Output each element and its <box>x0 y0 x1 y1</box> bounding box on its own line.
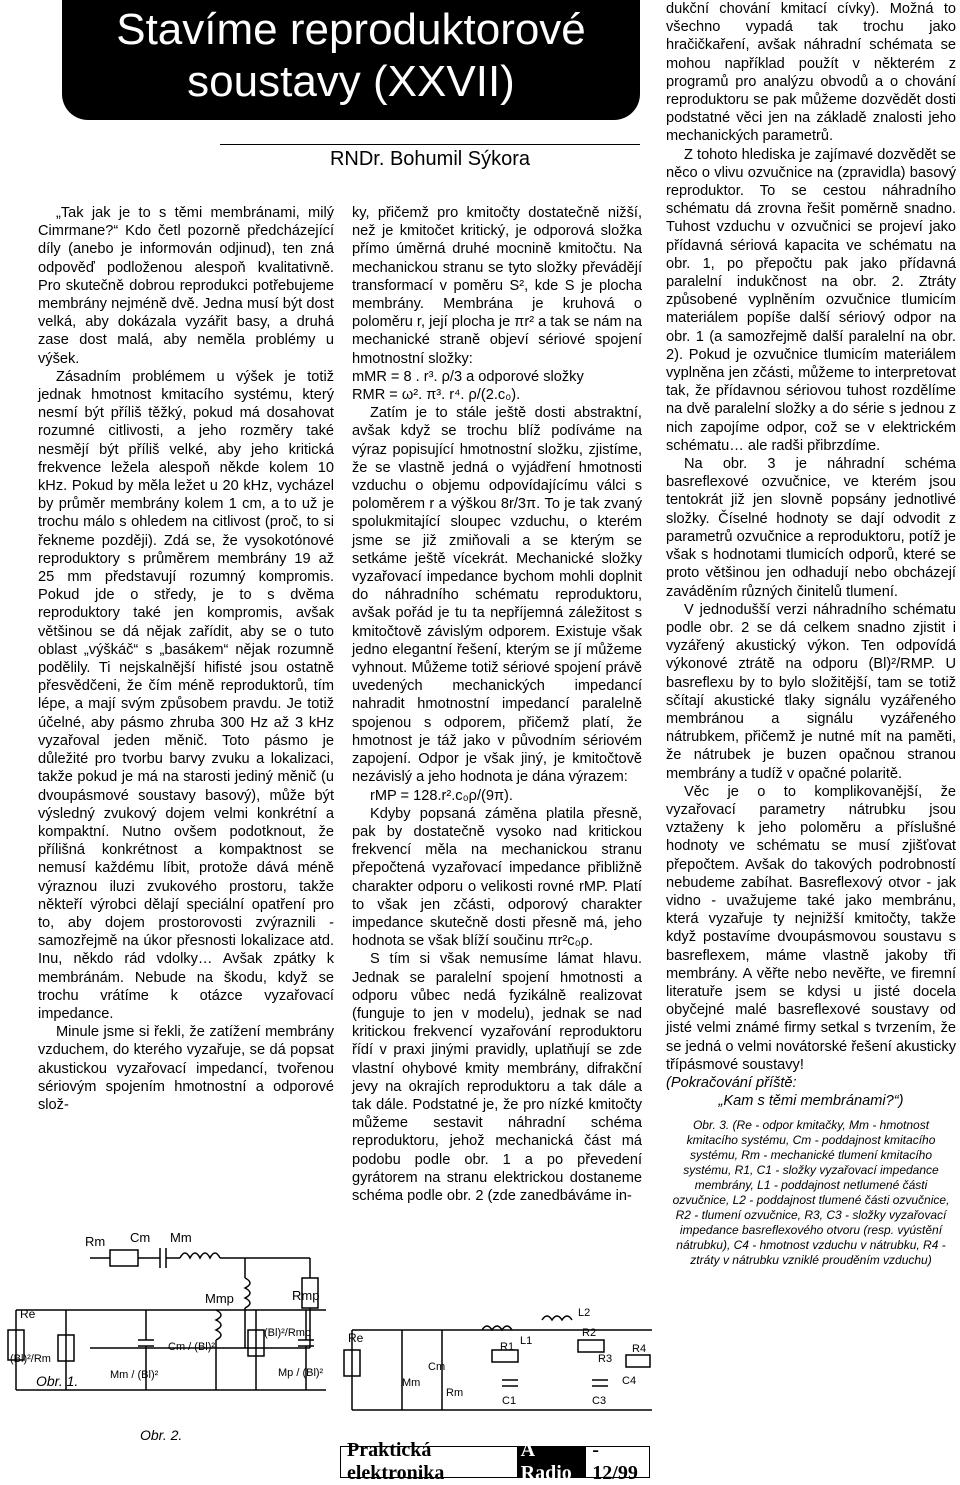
paragraph: dukční chování kmitací cívky). Možná to všechno vypadá tak trochu jako hračičkaření, avšak náhradní schémata se mohou například použít v některém z programů pro analýzu obvodů a o chování reproduktoru se pak můžeme dozvědět dosti podstatné věci jen na základě znalosti jeho mechanických parametrů. <box>666 1 956 145</box>
fig1-mm-label: Mm <box>170 1230 192 1245</box>
footer-magazine: Praktická elektronika <box>347 1439 445 1484</box>
footer-issue: - 12/99 <box>592 1439 638 1484</box>
fig3-c3-label: C3 <box>592 1395 607 1407</box>
fig3-r4-label: R4 <box>632 1343 647 1355</box>
fig3-r3-label: R3 <box>598 1353 613 1365</box>
fig2-mmbl-label: Mm / (Bl)² <box>110 1369 159 1381</box>
fig3-l1-label: L1 <box>520 1335 533 1347</box>
paragraph: S tím si však nemusíme lámat hlavu. Jednak se paralelní spojení hmotnosti a odporu vůbec nedá fyzikálně realizovat (funguje to jen v modelu), jednak se nad kritickou frekvencí vyzařování reproduktoru řídí v praxi jinými pravidly, uplatňují se zde vlastní ohybové kmity membrány, difrakční jevy na okrajích reproduktoru a tak dále a tak dále. Podstatné je, že pro nízké kmitočty můžeme sestavit náhradní schéma reproduktoru, jehož mechanická část má podobu podle obr. 1 a po převedení gyrátorem na stranu elektrickou dostaneme schéma podle obr. 2 (zde zanedbáváme in- <box>352 951 642 1204</box>
fig2-cmbl-label: Cm / (Bl)² <box>168 1341 216 1353</box>
fig3-r2-label: R2 <box>582 1327 597 1339</box>
fig3-r1-label: R1 <box>500 1341 515 1353</box>
author-name: RNDr. Bohumil Sýkora <box>220 148 640 171</box>
formula: RMR = ω². π³. r⁴. ρ/(2.c₀). <box>352 387 521 404</box>
figure-3-caption: Obr. 3. (Re - odpor kmitačky, Mm - hmotnost kmitacího systému, Cm - poddajnost kmitacího systému, Rm - mechanické tlumení kmitacího systému, R1, C1 - složky vyzařovací impedance membrány, L1 - poddajnost netlumené části ozvučnice, L2 - poddajnost tlumené části ozvučnice, R2 - tlumení ozvučnice, R3, C3 - složky vyzařovací impedance basreflexového otvoru (resp. vyústění nátrubku), C4 - hmotnost vzduchu v nátrubku, R4 - ztráty v nátrubku vzniklé prouděním vzduchu) <box>672 1118 950 1268</box>
fig2-blrm-label: (Bl)²/Rm <box>10 1353 51 1365</box>
fig1-cm-label: Cm <box>130 1230 151 1245</box>
fig3-mm-label: Mm <box>402 1377 421 1389</box>
page-footer <box>340 1439 650 1484</box>
figure-3-circuit <box>342 1300 662 1426</box>
fig3-c1-label: C1 <box>502 1395 517 1407</box>
fig3-rm-label: Rm <box>446 1387 464 1399</box>
paragraph: Z tohoto hlediska je zajímavé dozvědět se něco o vlivu ozvučnice na (zpravidla) basový reproduktor. To se cestou náhradního schématu dá zrovna řešit poměrně snadno. Tuhost vzduchu v ozvučnici se projeví jako přídavná sériová kapacita ve schématu na obr. 1, po přepočtu pak jako přídavná paralelní indukčnost na obr. 2. Ztráty způsobené vyplněním ozvučnice tlumicím materiálem popíše další sériový odpor na obr. 1 (a samozřejmě další paralelní na obr. 2). Pokud je ozvučnice tlumicím materiálem vyplněna jen zčásti, můžeme to interpretovat tak, že přídavnou sériovou tuhost rozdělíme na dvě paralelní složky a do série s jednou z nich zapojíme odpor, což se v elektrickém schématu… ale radši přibrzdíme. <box>666 146 956 454</box>
paragraph: Na obr. 3 je náhradní schéma basreflexové ozvučnice, ve kterém jsou tentokrát již jen slovně popsány jednotlivé složky. Číselné hodnoty se dají odvodit z parametrů ozvučnice a reproduktoru, potíž je však s hodnotami tlumicích odporů, které se proto většinou jen odhadují nebo obcházejí zaváděním různých činitelů tlumení. <box>666 456 956 600</box>
continuation-note: (Pokračování příště: <box>666 1074 797 1091</box>
paragraph: ky, přičemž pro kmitočty dostatečně nižší, než je kmitočet kritický, je odporová složka přímo úměrná druhé mocnině kmitočtu. Na mechanickou stranu se tyto složky převádějí transformací v poměru S², kde S je plocha membrány. Membrána je kruhová o poloměru r, její plocha je πr² a tak se nám na mechanické straně objeví sériové spojení hmotnostní složky: <box>352 205 642 367</box>
paragraph: „Tak jak je to s těmi membránami, milý Cimrmane?“ Kdo četl pozorně předcházející díly (anebo je informován odjinud), ten zná odpověď podloženou alespoň kvalitativně. Pro skutečně dobrou reprodukci potřebujeme membrány nejméně dvě. Jedna musí být dost velká, aby dokázala vyzářit basy, a druhá zase dost malá, aby neměla problémy u výšek. <box>38 205 334 367</box>
paragraph: Zatím je to stále ještě dosti abstraktní, avšak když se trochu blíž podíváme na výraz popisující hmotnostní složku, zjistíme, že se vlastně jedná o vyjádření hmotnosti vzduchu o objemu odpovídajícímu válci s poloměrem r a výškou 8r/3π. To je tak zvaný spolukmitající sloupec vzduchu, o kterém jsme se již zmiňovali a se kterým se setkáme ještě vícekrát. Mechanické složky vyzařovací impedance bychom mohli doplnit do náhradního schématu reproduktoru, avšak pořád je tu ta nepříjemná záležitost s kmitočtově závislým odporem. Existuje však jedno elegantní řešení, kterým se jí můžeme vyhnout. Můžeme totiž sériové spojení právě uvedených mechanických impedancí nahradit hmotnostní impedancí paralelně spojenou s odporem, přičemž platí, že hmotnost je táž jako v původním sériovém zapojení. Odpor je však jiný, je kmitočtově nezávislý a jeho hodnota je dána výrazem: <box>352 405 642 786</box>
paragraph: Minule jsme si řekli, že zatížení membrány vzduchem, do kterého vyzařuje, se dá popsat akustickou vyzařovací impedancí, tvořenou sériovým spojením hmotnostní a odporové slož- <box>38 1024 334 1113</box>
column-1 <box>38 204 334 1114</box>
paragraph: Kdyby popsaná záměna platila přesně, pak by dostatečně vysoko nad kritickou frekvencí měla na mechanickou stranu přepočtená vyzařovací impedance přibližně charakter odporu o velikosti rovné rMP. Platí to však jen zčásti, odporový charakter impedance skutečně dosti přesně má, jeho hodnota se však blíží součinu πr²c₀ρ. <box>352 805 642 950</box>
column-3 <box>666 0 956 1268</box>
fig1-rmp-label: Rmp <box>292 1288 320 1303</box>
fig2-mpbl-label: Mp / (Bl)² <box>278 1367 324 1379</box>
fig2-label: Obr. 2. <box>140 1427 183 1443</box>
fig2-re-label: Re <box>20 1307 36 1321</box>
next-part-title: „Kam s těmi membránami?“) <box>718 1093 904 1110</box>
formula: rMP = 128.r².c₀ρ/(9π). <box>370 787 513 804</box>
column-2 <box>352 204 642 1205</box>
page-title <box>62 4 640 108</box>
fig3-re-label: Re <box>348 1331 364 1345</box>
formula: mMR = 8 . r³. ρ/3 a odporové složky <box>352 368 584 385</box>
paragraph: V jednodušší verzi náhradního schématu podle obr. 2 se dá celkem snadno zjistit i vyzářený akustický výkon. Ten odpovídá výkonové ztrátě na odporu (Bl)²/RMP. U basreflexu by to bylo složitější, tam se totiž sčítají akustické tlaky signálu vyzářeného membránou a signálu vyzářeného nátrubkem, přičemž je nutné mít na paměti, že nátrubek je buzen opačnou stranou membrány a tudíž v opačné polaritě. <box>666 601 956 782</box>
fig3-c4-label: C4 <box>622 1375 637 1387</box>
footer-section: A Radio <box>517 1447 587 1477</box>
paragraph: Zásadním problémem u výšek je totiž jednak hmotnost kmitacího systému, který nesmí být příliš těžký, pokud má dosahovat rozumné citlivosti, a jeho rozměry také nesmějí být příliš velké, aby jeho kritická frekvence ležela alespoň někde kolem 10 kHz. Pokud by měla ležet u 20 kHz, vycházel by průměr membrány kolem 1 cm, a to už je trochu málo s ohledem na citlivost (proč, to si řekneme později). Zdá se, že vysokotónové reproduktory s průměrem membrány 19 až 25 mm představují rozumný kompromis. Pokud jde o středy, je to s dvěma reproduktory také jen kompromis, avšak většinou se dá nějak zařídit, aby se o tuto oblast „výškáč“ s „basákem“ nějak rozumně podělily. Ti nejskalnější hifisté jsou ostatně přesvědčeni, že čím méně reproduktorů, tím lépe, a mají svým způsobem pravdu. Je totiž účelné, aby pásmo zhruba 300 Hz až 3 kHz vyzařoval jeden měnič. Toto pásmo je důležité pro tvorbu barvy zvuku a lokalizaci, takže pokud je má na starosti jediný měnič (u dvoupásmové soustavy basový), může být výsledný zvukový dojem velmi konkrétní a kompaktní. Nutno ovšem podotknout, že přílišná konkrétnost a kompaktnost se nemusí každému líbit, protože dává méně výraznou iluzi zvukového prostoru, takže někteří výrobci dělají speciální opatření pro to, aby dojem prostorovosti zvýraznili - samozřejmě na úkor přesnosti lokalizace atd. Inu, někdo rád vdolky… Avšak zpátky k membránám. Nebude na škodu, když se trochu vrátíme k otázce vyzařovací impedance. <box>38 368 334 1022</box>
fig2-blrmp-label: (Bl)²/Rmp <box>264 1327 312 1339</box>
fig1-rm-label: Rm <box>85 1234 106 1249</box>
paragraph: Věc je o to komplikovanější, že vyzařovací parametry nátrubku jsou vztaženy k jeho poloměru a příslušné hodnoty ve schématu se musí zjišťovat přepočtem. Avšak do takových podrobností nebudeme zabíhat. Basreflexový otvor - jak vidno - uvažujeme také jako membránu, která vyzařuje ty nejnižší kmitočty, takže když postavíme dvoupásmovou soustavu s basreflexem, máme vlastně jakoby tři membrány. A věřte nebo nevěřte, ve firemní literatuře jsem se kdysi u jisté docela obyčejné malé basreflexové soustavy od jisté velmi známé firmy setkal s tvrzením, že se jedná o velmi novátorské řešení akusticky třípásmové soustavy! <box>666 783 956 1073</box>
title-line-2: soustavy (XXVII) <box>187 57 515 106</box>
fig3-l2-label: L2 <box>578 1307 591 1319</box>
figure-2-circuit <box>6 1270 342 1446</box>
fig3-cm-label: Cm <box>428 1361 446 1373</box>
fig1-mmp-label: Mmp <box>205 1291 234 1306</box>
fig1-label: Obr. 1. <box>36 1373 79 1389</box>
title-line-1: Stavíme reproduktorové <box>116 5 586 54</box>
